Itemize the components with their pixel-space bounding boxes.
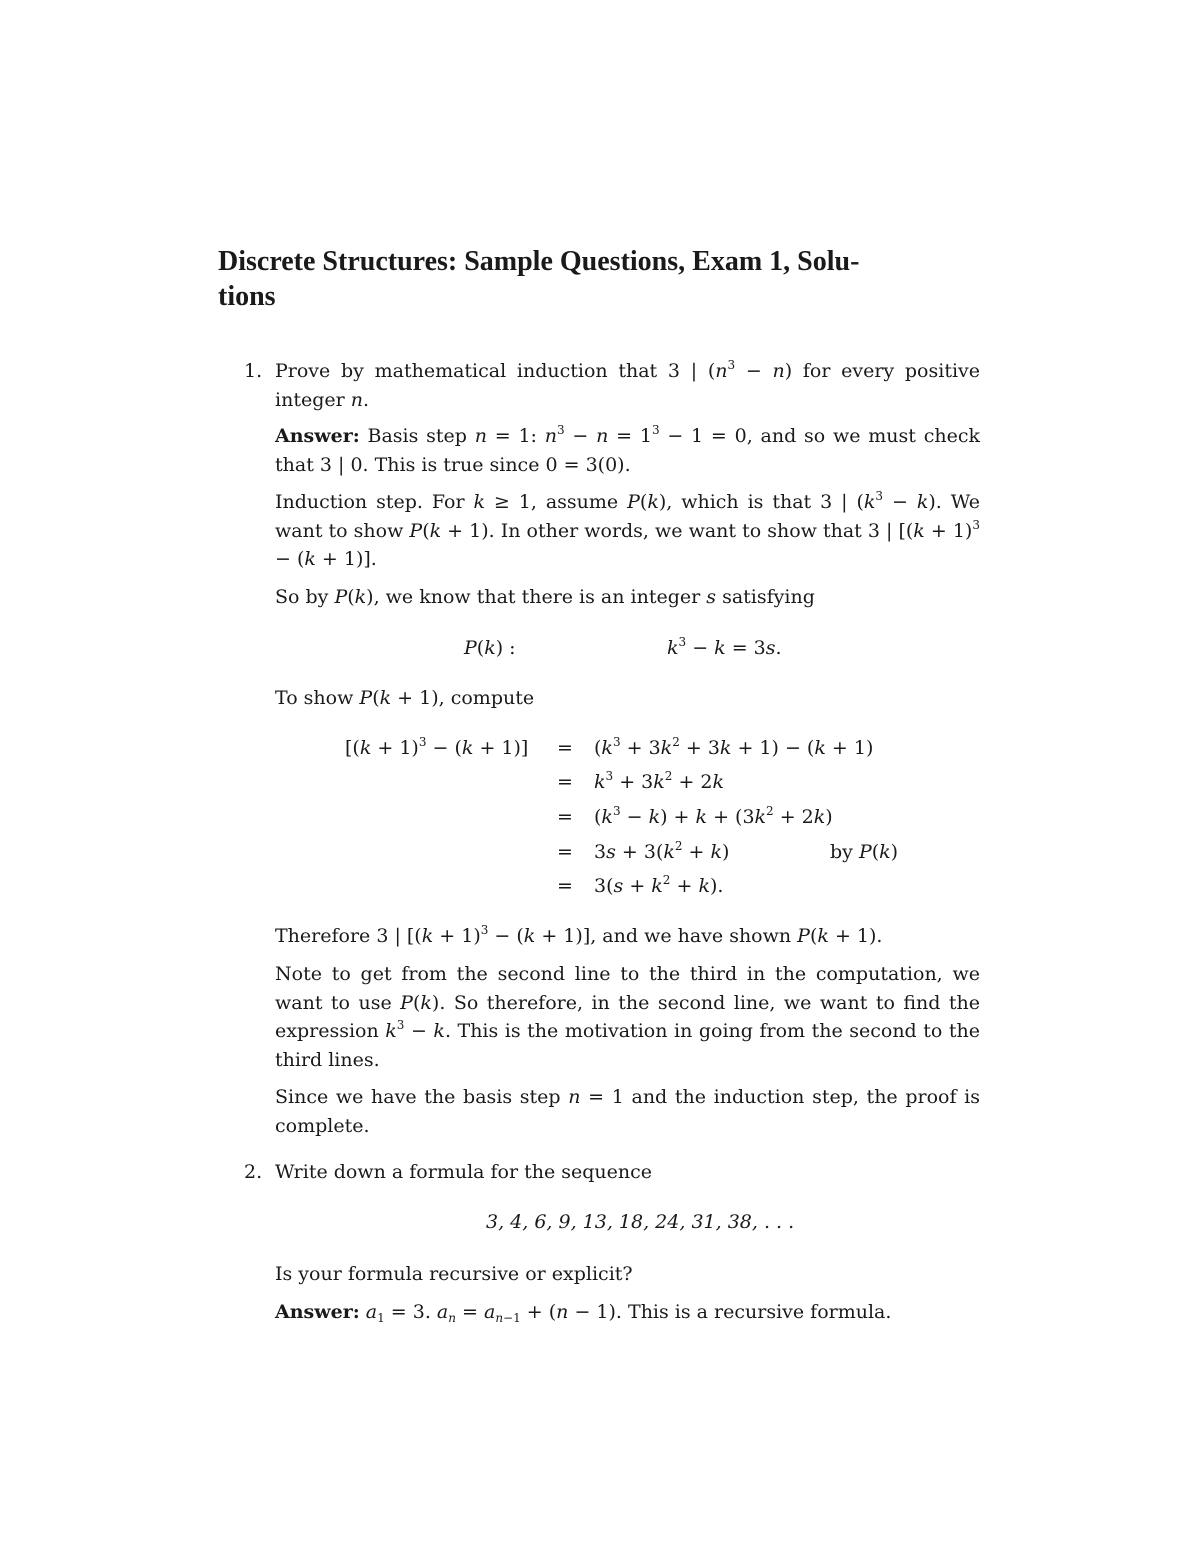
question-2-answer: Answer: $a_1 = 3$. $a_n = a_{n-1} + (n - 1)$. This is a recursive formula. bbox=[275, 1301, 892, 1325]
eq-sign: = bbox=[557, 875, 573, 897]
question-1-number: 1. bbox=[244, 360, 263, 382]
sequence: 3, 4, 6, 9, 13, 18, 24, 31, 38, . . . bbox=[486, 1211, 795, 1233]
document-title bbox=[218, 244, 988, 314]
pk-equation: $k^3 - k = 3s$. bbox=[667, 635, 782, 659]
question-1-therefore: Therefore 3 | $[(k + 1)^3 - (k + 1)]$, and we have shown P(k + 1). bbox=[275, 923, 883, 947]
eq-sign: = bbox=[557, 737, 573, 759]
eq-sign: = bbox=[557, 841, 573, 863]
question-2-prompt: Write down a formula for the sequence bbox=[275, 1161, 653, 1183]
computation-line-3: $(k^3 - k) + k + (3k^2 + 2k)$ bbox=[594, 804, 833, 828]
by-pk-note: by P(k) bbox=[830, 841, 899, 863]
question-1-note: Note to get from the second line to the third in the computation, we want to use P(k). So therefore, in the second line, we want to find the expression $k^3 - k$. This is the motivation in going from the second to the third lines. bbox=[275, 963, 981, 1071]
question-1-to-show: To show P(k + 1), compute bbox=[275, 687, 535, 709]
computation-line-4: $3s + 3(k^2 + k)$ bbox=[594, 839, 730, 863]
computation-line-1: $(k^3 + 3k^2 + 3k + 1) - (k + 1)$ bbox=[594, 735, 874, 759]
title-line-2: tions bbox=[218, 281, 276, 312]
computation-lhs: $[(k + 1)^3 - (k + 1)]$ bbox=[345, 735, 529, 759]
question-1-basis: Answer: Basis step n = 1: $n^3 - n = 1^3 - 1 = 0$, and so we must check that 3 | 0. This is true since 0 = 3(0). bbox=[275, 423, 980, 476]
pk-label: P(k) : bbox=[464, 637, 516, 659]
question-2-number: 2. bbox=[244, 1161, 263, 1183]
eq-sign: = bbox=[557, 806, 573, 828]
answer-tail: This is a recursive formula. bbox=[628, 1301, 892, 1323]
answer-label: Answer: bbox=[275, 425, 360, 447]
question-1-induction-step: Induction step. For k ≥ 1, assume P(k), which is that 3 | $(k^3 - k)$. We want to show P(k + 1). In other words, we want to show that 3 | $[(k + 1)^3 - (k + 1)]$. bbox=[275, 489, 980, 570]
computation-line-5: $3(s + k^2 + k)$. bbox=[594, 873, 724, 897]
eq-sign: = bbox=[557, 771, 573, 793]
question-1-so-by: So by P(k), we know that there is an integer s satisfying bbox=[275, 586, 815, 608]
answer-label: Answer: bbox=[275, 1301, 360, 1323]
computation-line-2: $k^3 + 3k^2 + 2k$ bbox=[594, 769, 725, 793]
question-2-question: Is your formula recursive or explicit? bbox=[275, 1263, 633, 1285]
question-1-prompt: Prove by mathematical induction that 3 | $(n^3 - n)$ for every positive integer n. bbox=[275, 358, 981, 411]
title-line-1: Discrete Structures: Sample Questions, Exam 1, Solu- bbox=[218, 246, 860, 277]
question-1-conclusion: Since we have the basis step n = 1 and the induction step, the proof is complete. bbox=[275, 1086, 980, 1137]
